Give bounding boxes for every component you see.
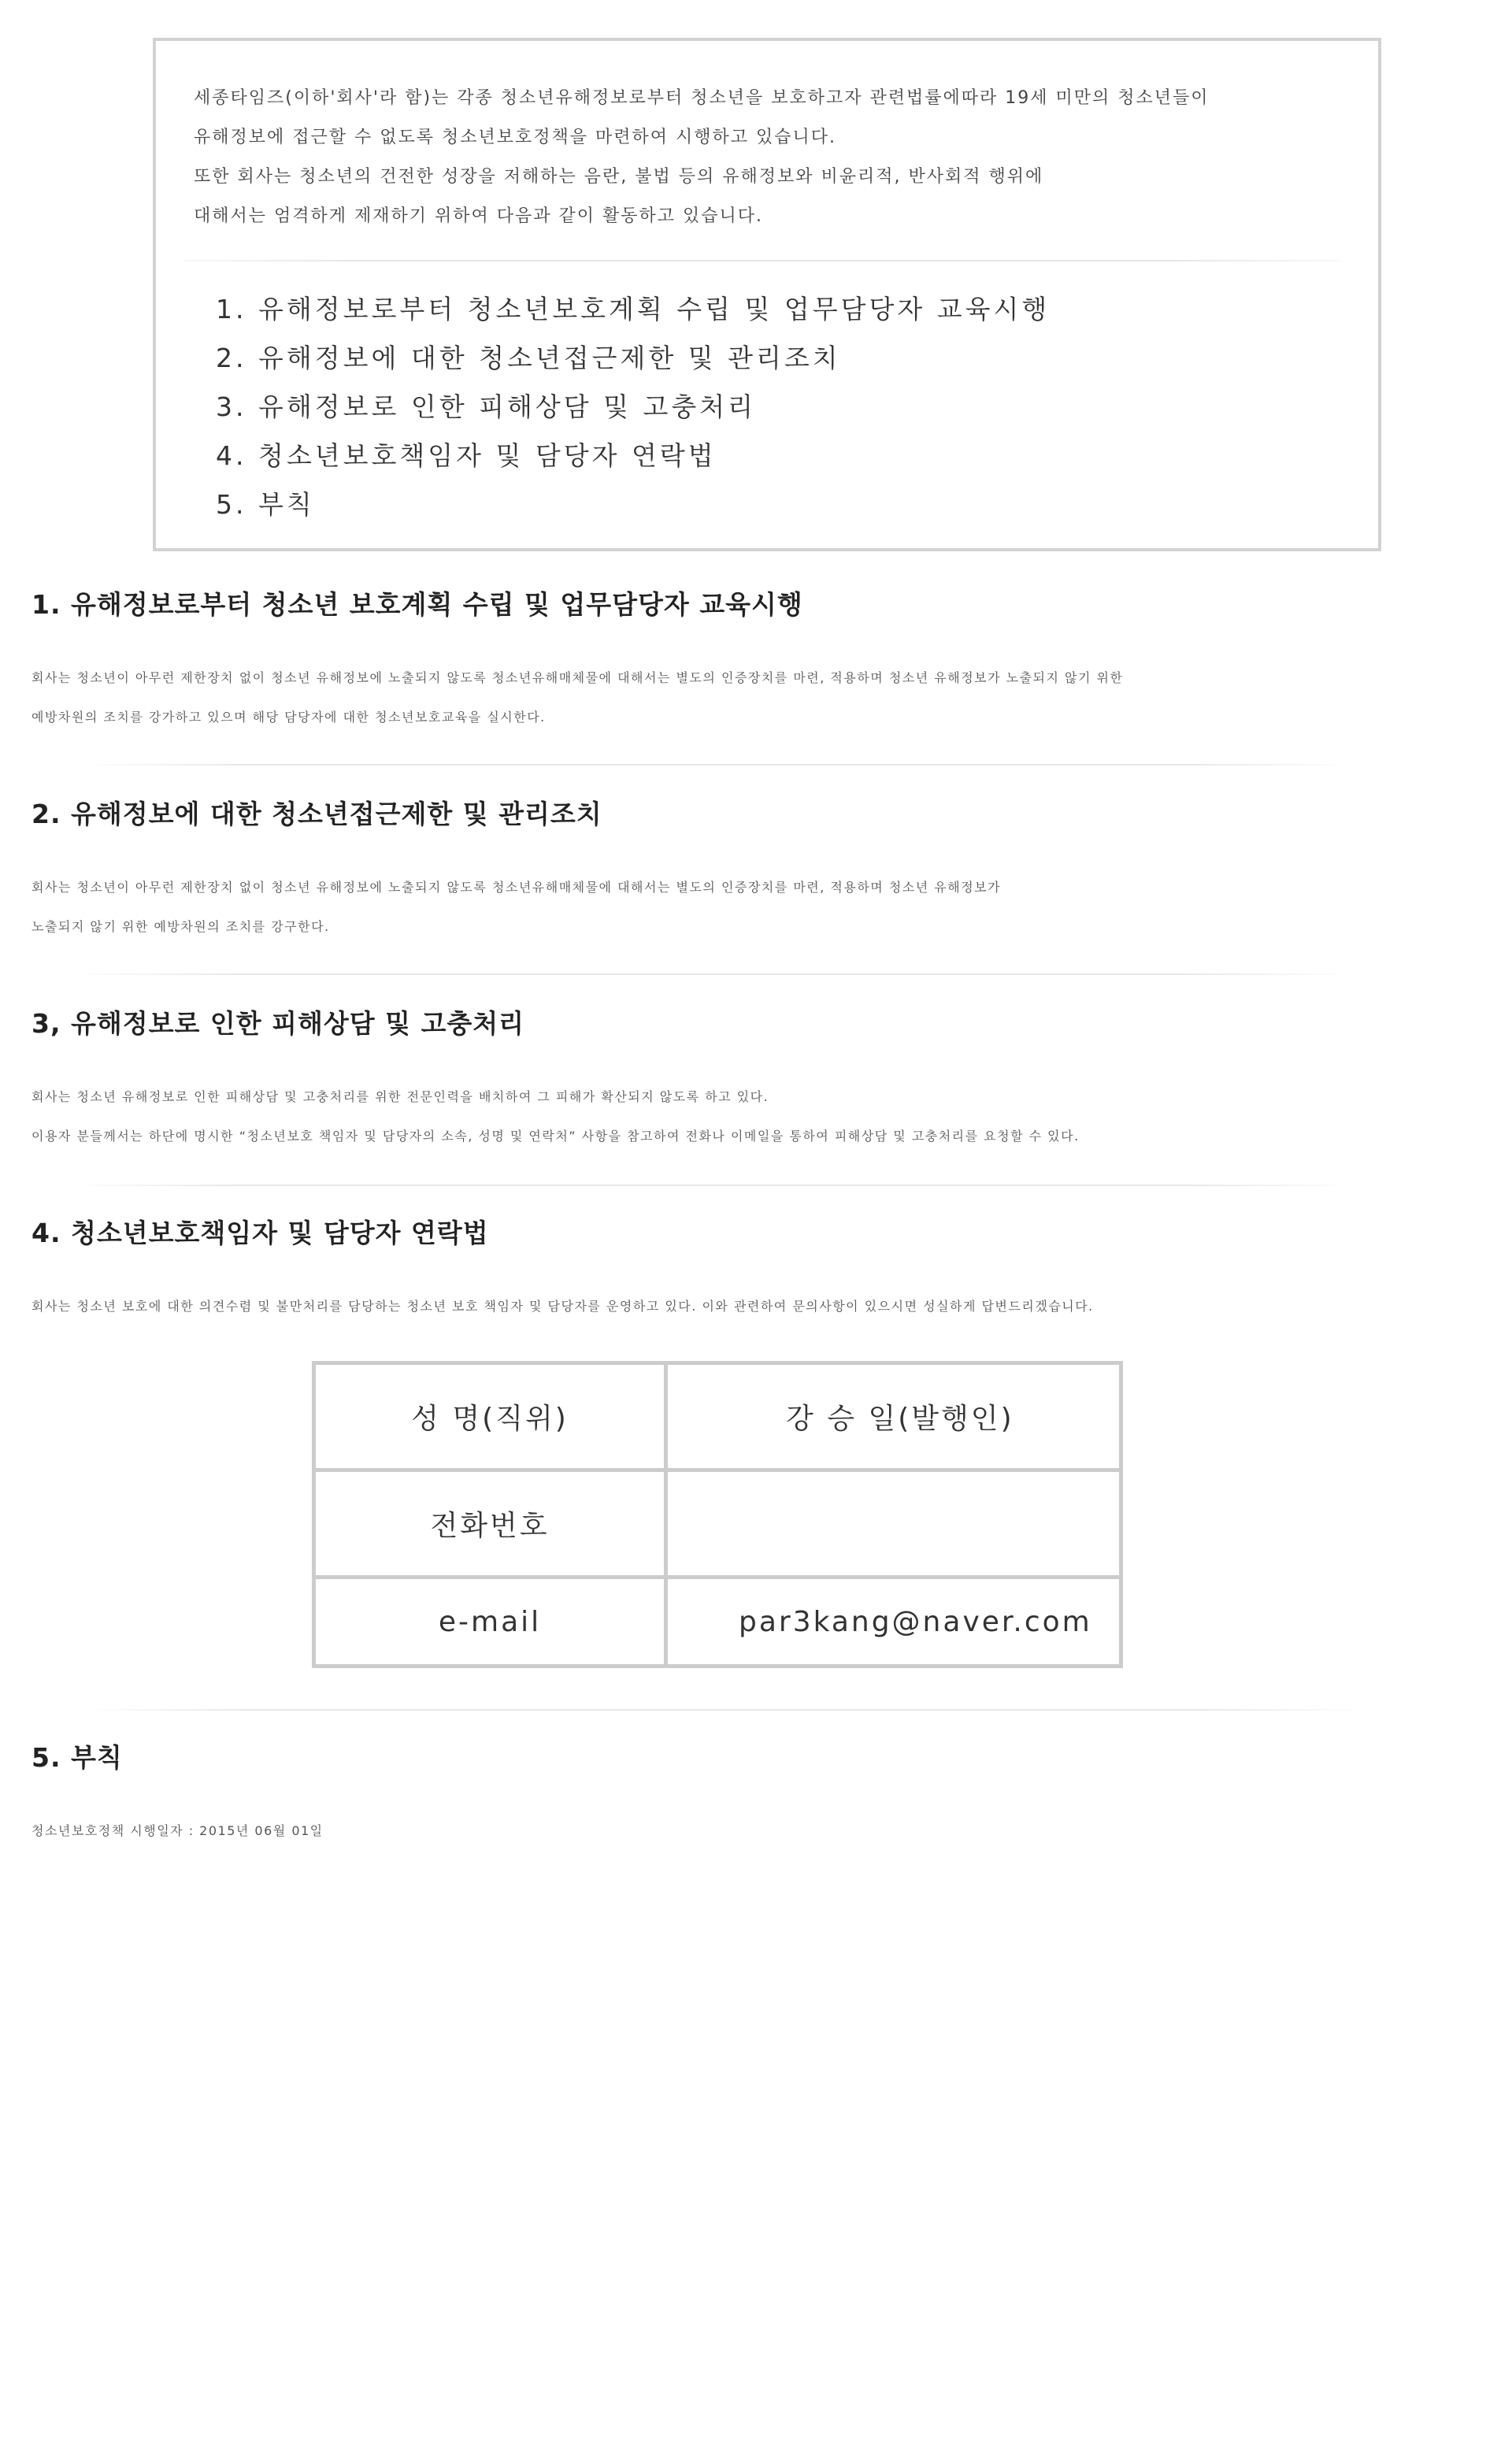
contact-table (312, 1361, 1123, 1668)
intro-text (194, 79, 1359, 236)
section-divider (98, 1709, 1351, 1711)
email-value-cell[interactable]: par3kang@naver.com (666, 1578, 1121, 1667)
section-5-title: 5. 부칙 (32, 1742, 123, 1773)
table-row (314, 1578, 1121, 1667)
toc-item-1: 1. 유해정보로부터 청소년보호계획 수립 및 업무담당자 교육시행 (216, 294, 1051, 324)
intro-line: 또한 회사는 청소년의 건전한 성장을 저해하는 음란, 불법 등의 유해정보와 비윤리적, 반사회적 행위에 (194, 167, 1044, 187)
intro-line: 대해서는 엄격하게 제재하기 위하여 다음과 같이 활동하고 있습니다. (194, 206, 764, 226)
intro-line: 세종타임즈(이하'회사'라 함)는 각종 청소년유해정보로부터 청소년을 보호하고자 관련법률에따라 19세 미만의 청소년들이 (194, 88, 1210, 108)
section-1-line: 회사는 청소년이 아무런 제한장치 없이 청소년 유해정보에 노출되지 않도록 청소년유해매체물에 대해서는 별도의 인증장치를 마련, 적용하며 청소년 유해정보가 노출되지 않기 위한 (32, 670, 1124, 685)
table-row (314, 1363, 1121, 1470)
table-of-contents (216, 285, 1050, 529)
section-3-body (32, 1077, 1480, 1156)
section-divider (94, 764, 1339, 766)
name-value-cell: 강 승 일(발행인) (666, 1363, 1121, 1470)
toc-item-3: 3. 유해정보로 인한 피해상담 및 고충처리 (216, 391, 756, 422)
email-label-cell: e-mail (314, 1578, 666, 1667)
section-3-line: 회사는 청소년 유해정보로 인한 피해상담 및 고충처리를 위한 전문인력을 배치하여 그 피해가 확산되지 않도록 하고 있다. (32, 1089, 769, 1104)
section-4-line: 회사는 청소년 보호에 대한 의견수렴 및 불만처리를 담당하는 청소년 보호 책임자 및 담당자를 운영하고 있다. 이와 관련하여 문의사항이 있으시면 성실하게 답변드리겠습니다. (32, 1299, 1094, 1314)
section-1-body (32, 658, 1480, 737)
table-row (314, 1470, 1121, 1578)
section-4-body (32, 1287, 1480, 1326)
intro-divider (183, 260, 1340, 261)
phone-label-cell: 전화번호 (314, 1470, 666, 1578)
section-1-title: 1. 유해정보로부터 청소년 보호계획 수립 및 업무담당자 교육시행 (32, 589, 803, 620)
intro-box (153, 38, 1381, 551)
section-3-line: 이용자 분들께서는 하단에 명시한 “청소년보호 책임자 및 담당자의 소속, 성명 및 연락처” 사항을 참고하여 전화나 이메일을 통하여 피해상담 및 고충처리를 요청할 수 있다. (32, 1129, 1080, 1144)
section-4-title: 4. 청소년보호책임자 및 담당자 연락법 (32, 1218, 489, 1248)
section-divider (87, 973, 1335, 975)
section-3-title: 3, 유해정보로 인한 피해상담 및 고충처리 (32, 1008, 524, 1039)
section-2-title: 2. 유해정보에 대한 청소년접근제한 및 관리조치 (32, 799, 602, 829)
toc-item-4: 4. 청소년보호책임자 및 담당자 연락법 (216, 440, 717, 471)
effective-date-text: 청소년보호정책 시행일자 : 2015년 06월 01일 (32, 1823, 324, 1838)
section-2-line: 노출되지 않기 위한 예방차원의 조치를 강구한다. (32, 919, 330, 934)
phone-value-cell (666, 1470, 1121, 1578)
section-2-line: 회사는 청소년이 아무런 제한장치 없이 청소년 유해정보에 노출되지 않도록 청소년유해매체물에 대해서는 별도의 인증장치를 마련, 적용하며 청소년 유해정보가 (32, 880, 1002, 895)
intro-line: 유해정보에 접근할 수 없도록 청소년보호정책을 마련하여 시행하고 있습니다. (194, 128, 837, 147)
section-5-body (32, 1811, 1480, 1851)
toc-item-2: 2. 유해정보에 대한 청소년접근제한 및 관리조치 (216, 343, 841, 373)
section-1-line: 예방차원의 조치를 강가하고 있으며 해당 담당자에 대한 청소년보호교육을 실시한다. (32, 710, 546, 725)
section-2-body (32, 868, 1480, 947)
toc-item-5: 5. 부칙 (216, 489, 315, 520)
section-divider (87, 1185, 1339, 1186)
name-label-cell: 성 명(직위) (314, 1363, 666, 1470)
